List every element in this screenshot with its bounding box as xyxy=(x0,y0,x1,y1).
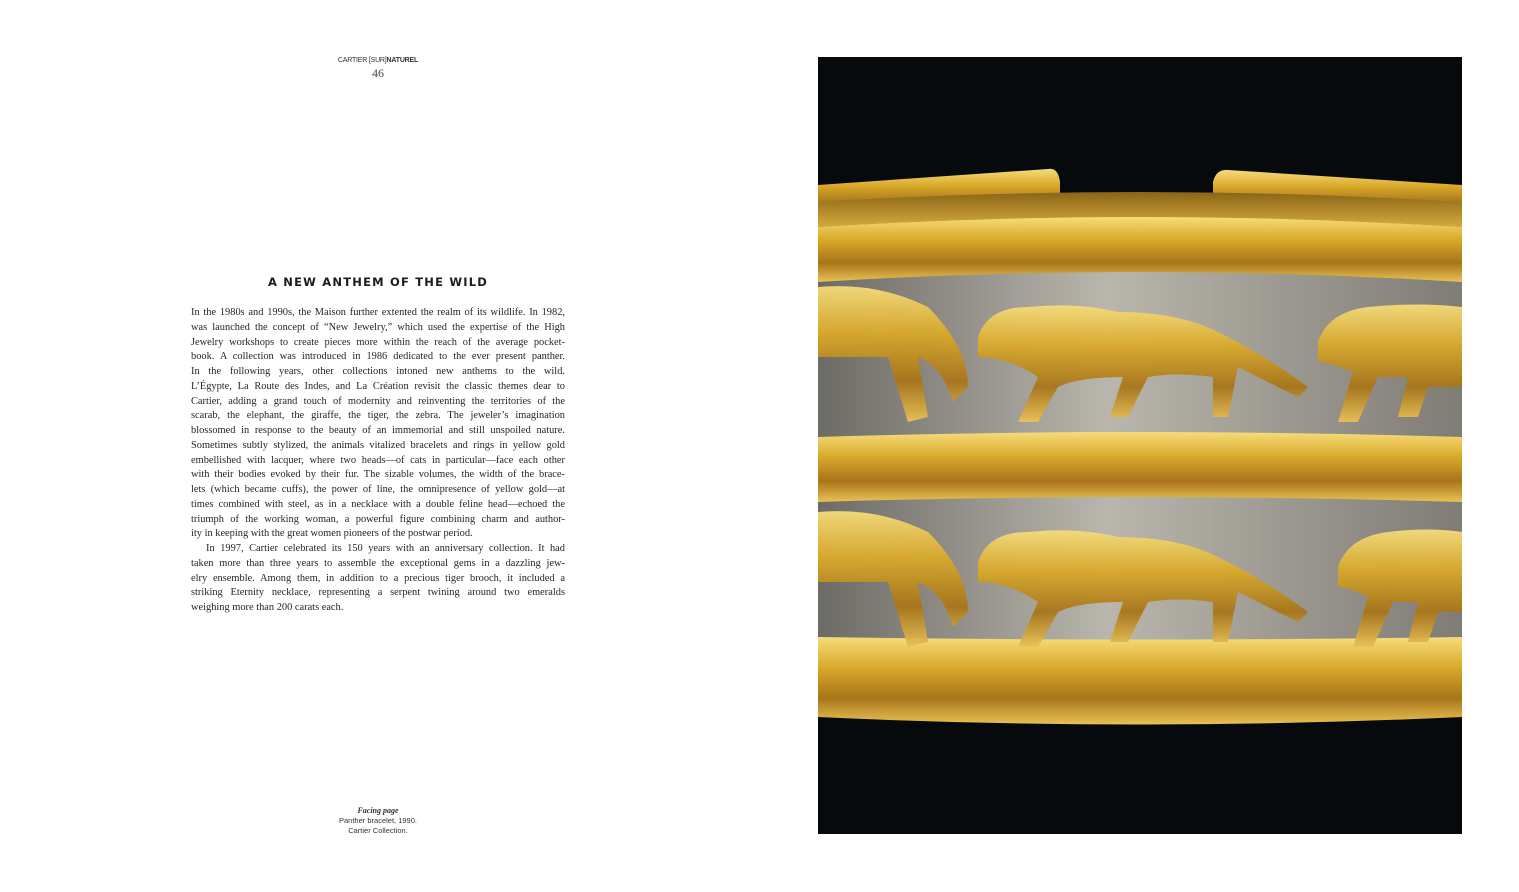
body-line: In the following years, other collections intoned new anthems to the wild. xyxy=(191,366,565,377)
running-head-part1: CARTIER [SUR] xyxy=(337,57,387,64)
body-line: was launched the concept of “New Jewelry,” which used the expertise of the High xyxy=(191,321,565,333)
body-line: triumph of the working woman, a powerful figure combining charm and author- xyxy=(191,513,565,525)
bracelet-photo xyxy=(818,57,1462,834)
caption-title: Facing page xyxy=(357,806,399,815)
body-text xyxy=(191,306,565,616)
body-line: lets (which became cuffs), the power of line, the omnipresence of yellow gold—at xyxy=(191,484,565,495)
body-line: In the 1980s and 1990s, the Maison further extented the realm of its wildlife. In 1982, xyxy=(191,307,565,318)
body-line: Jewelry workshops to create pieces more within the reach of the average pocket- xyxy=(191,336,565,348)
body-line: scarab, the elephant, the giraffe, the tiger, the zebra. The jeweler’s imagination xyxy=(191,410,565,422)
body-line: blossomed in response to the beauty of an immemorial and still unspoiled nature. xyxy=(191,425,565,436)
body-line: book. A collection was introduced in 1986 dedicated to the ever present panther. xyxy=(191,351,565,363)
caption-line: Cartier Collection. xyxy=(348,826,408,835)
body-line: weighing more than 200 carats each. xyxy=(191,602,344,613)
body-line: Sometimes subtly stylized, the animals vitalized bracelets and rings in yellow gold xyxy=(191,439,565,451)
body-line: taken more than three years to assemble the exceptional gems in a dazzling jew- xyxy=(191,557,565,569)
body-line: L’Égypte, La Route des Indes, and La Création revisit the classic themes dear to xyxy=(191,380,565,392)
body-line: elry ensemble. Among them, in addition to a precious tiger brooch, it included a xyxy=(191,572,565,584)
body-line: embellished with lacquer, where two heads—of cats in particular—face each other xyxy=(191,454,565,466)
section-heading: A NEW ANTHEM OF THE WILD xyxy=(268,275,488,289)
body-line: Cartier, adding a grand touch of modernity and reinventing the territories of the xyxy=(191,395,565,407)
body-line: In 1997, Cartier celebrated its 150 years with an anniversary collection. It had xyxy=(206,543,565,554)
caption-line: Panther bracelet, 1990. xyxy=(339,816,417,825)
body-line: with their bodies evoked by their fur. The sizable volumes, the width of the brace- xyxy=(191,469,565,481)
body-line: ity in keeping with the great women pioneers of the postwar period. xyxy=(191,528,473,540)
panther-bracelet-image xyxy=(818,57,1462,834)
running-head-part2: NATUREL xyxy=(386,57,419,64)
running-head xyxy=(300,57,456,64)
body-line: times combined with steel, as in a necklace with a double feline head—echoed the xyxy=(191,498,565,510)
figure-caption xyxy=(300,806,456,836)
page-number: 46 xyxy=(372,66,384,80)
body-line: striking Eternity necklace, representing a serpent twining around two emeralds xyxy=(191,587,565,599)
